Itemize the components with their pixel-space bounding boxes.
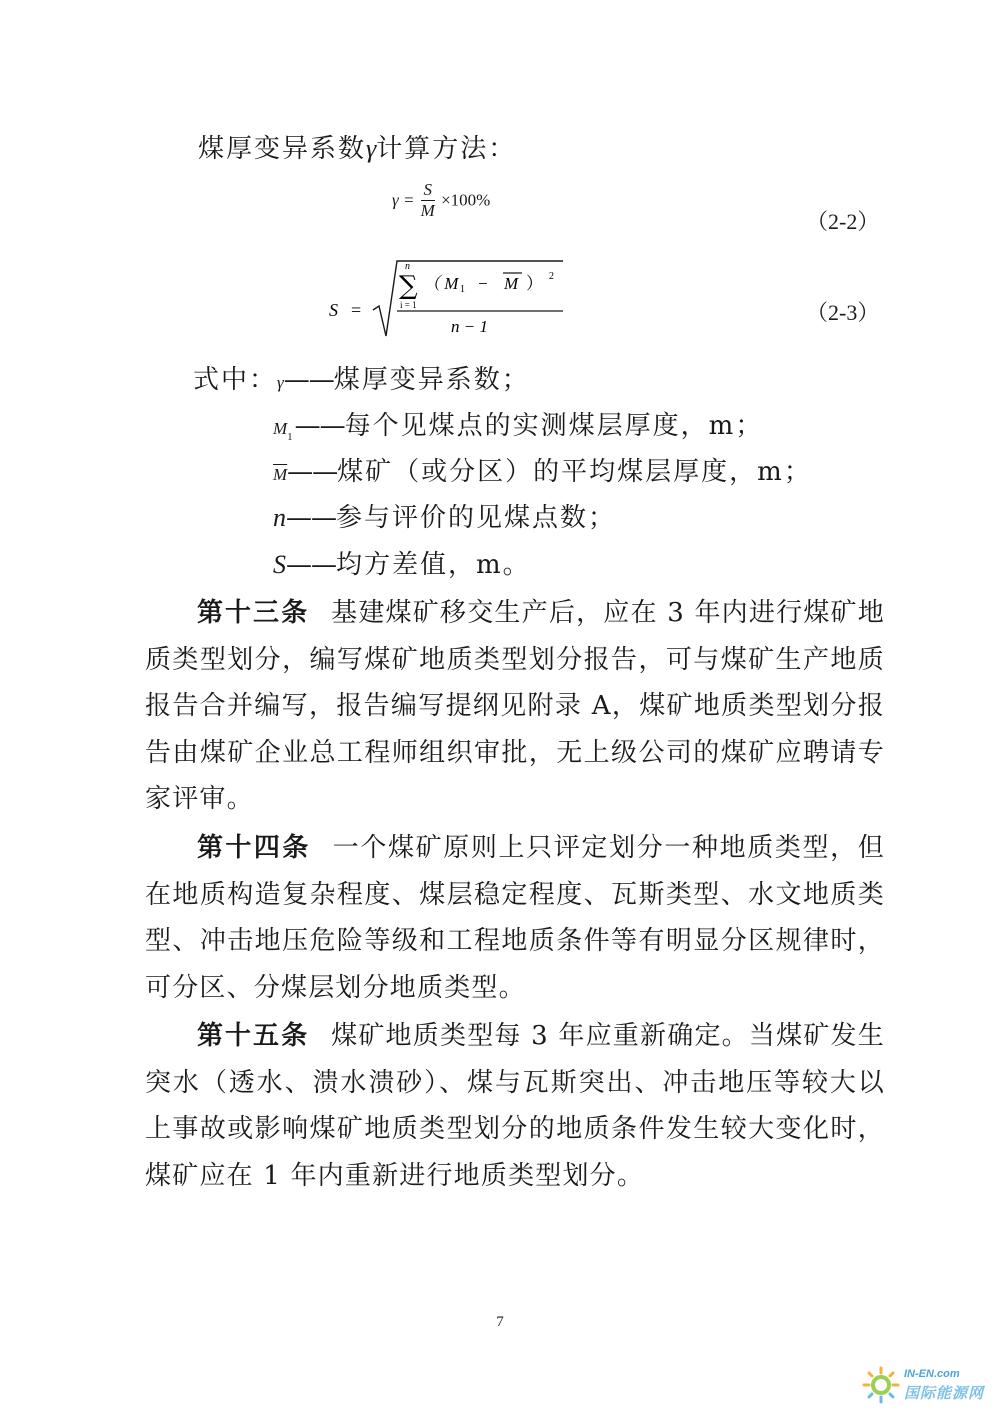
definition-dash: —— xyxy=(287,457,338,487)
definition-n xyxy=(273,502,616,534)
watermark-site: IN-EN.com xyxy=(904,1368,960,1380)
definition-m1 xyxy=(273,410,763,453)
formula2-close: ） xyxy=(526,274,543,293)
definition-dash: —— xyxy=(286,503,336,533)
article-15 xyxy=(145,1013,885,1199)
definition-mbar xyxy=(273,456,812,491)
formula-2-3 xyxy=(327,258,567,338)
formula1-numerator: S xyxy=(421,180,435,201)
watermark-name: 国际能源网 xyxy=(904,1384,985,1402)
formula2-denominator: n − 1 xyxy=(451,317,488,336)
intro-prefix: 煤厚变异系数 xyxy=(198,134,367,164)
definition-text: 参与评价的见煤点数； xyxy=(336,503,617,533)
formula2-lhs: S xyxy=(329,300,338,320)
definition-symbol: S xyxy=(273,550,286,579)
definition-symbol: n xyxy=(273,503,286,532)
definition-gamma xyxy=(193,364,530,399)
formula1-denominator: M xyxy=(420,201,435,220)
definition-lead: 式中： xyxy=(193,365,278,395)
formula2-exponent: 2 xyxy=(549,271,554,282)
definition-s xyxy=(273,549,531,581)
sun-logo-icon xyxy=(862,1366,900,1404)
summation-symbol: ∑ xyxy=(399,271,418,301)
formula-2-2 xyxy=(392,180,490,221)
article-heading: 第十五条 xyxy=(197,1021,310,1051)
equation-number-2-3: （2-3） xyxy=(806,300,880,325)
definition-subscript: 1 xyxy=(287,431,295,444)
formula2-sub: 1 xyxy=(460,284,465,295)
sum-lower-limit: i = 1 xyxy=(400,300,417,310)
article-heading: 第十四条 xyxy=(197,833,311,863)
sum-upper-limit: n xyxy=(405,261,410,272)
formula-intro xyxy=(198,128,516,165)
definition-symbol: M xyxy=(273,419,288,438)
gamma-symbol: γ xyxy=(366,134,377,163)
definition-dash: —— xyxy=(283,365,334,395)
formula1-rhs: ×100% xyxy=(441,190,491,210)
article-body: 一个煤矿原则上只评定划分一种地质类型，但在地质构造复杂程度、煤层稳定程度、瓦斯类型、水文地质类型、冲击地压危险等级和工程地质条件等有明显分区规律时，可分区、分煤层划分地质类型。 xyxy=(145,833,885,1003)
article-body: 基建煤矿移交生产后，应在 3 年内进行煤矿地质类型划分，编写煤矿地质类型划分报告，可与煤矿生产地质报告合并编写，报告编写提纲见附录 A，煤矿地质类型划分报告由煤矿企业总工程师组织审批，无上级公司的煤矿应聘请专家评审。 xyxy=(145,598,885,814)
article-body: 煤矿地质类型每 3 年应重新确定。当煤矿发生突水（透水、溃水溃砂）、煤与瓦斯突出、冲击地压等较大以上事故或影响煤矿地质类型划分的地质条件发生较大变化时，煤矿应在 1 年内重新进行地质类型划分。 xyxy=(145,1021,885,1191)
formula2-equals: = xyxy=(351,300,362,320)
definition-symbol: γ xyxy=(277,373,284,392)
formula2-m1: （ M xyxy=(423,274,459,293)
definition-dash: —— xyxy=(286,550,336,580)
formula2-minus: − xyxy=(478,274,488,293)
definition-symbol: $\overline{M}$ xyxy=(273,465,288,484)
formula1-fraction xyxy=(421,180,435,221)
definition-text: 煤厚变异系数； xyxy=(333,365,530,395)
definition-text: 均方差值，m。 xyxy=(336,550,531,580)
article-13 xyxy=(145,590,885,823)
watermark-logo xyxy=(862,1360,997,1410)
formula2-mbar: M xyxy=(504,274,519,293)
definition-dash: —— xyxy=(294,411,345,441)
formula1-lhs: γ = xyxy=(392,190,415,210)
intro-suffix: 计算方法： xyxy=(376,134,517,164)
definition-text: 每个见煤点的实测煤层厚度，m； xyxy=(344,411,764,441)
definition-text: 煤矿（或分区）的平均煤层厚度，m； xyxy=(337,457,812,487)
page-number: 7 xyxy=(496,1314,504,1330)
article-14 xyxy=(145,825,885,1011)
equation-number-2-2: （2-2） xyxy=(806,209,880,234)
article-heading: 第十三条 xyxy=(197,598,310,628)
